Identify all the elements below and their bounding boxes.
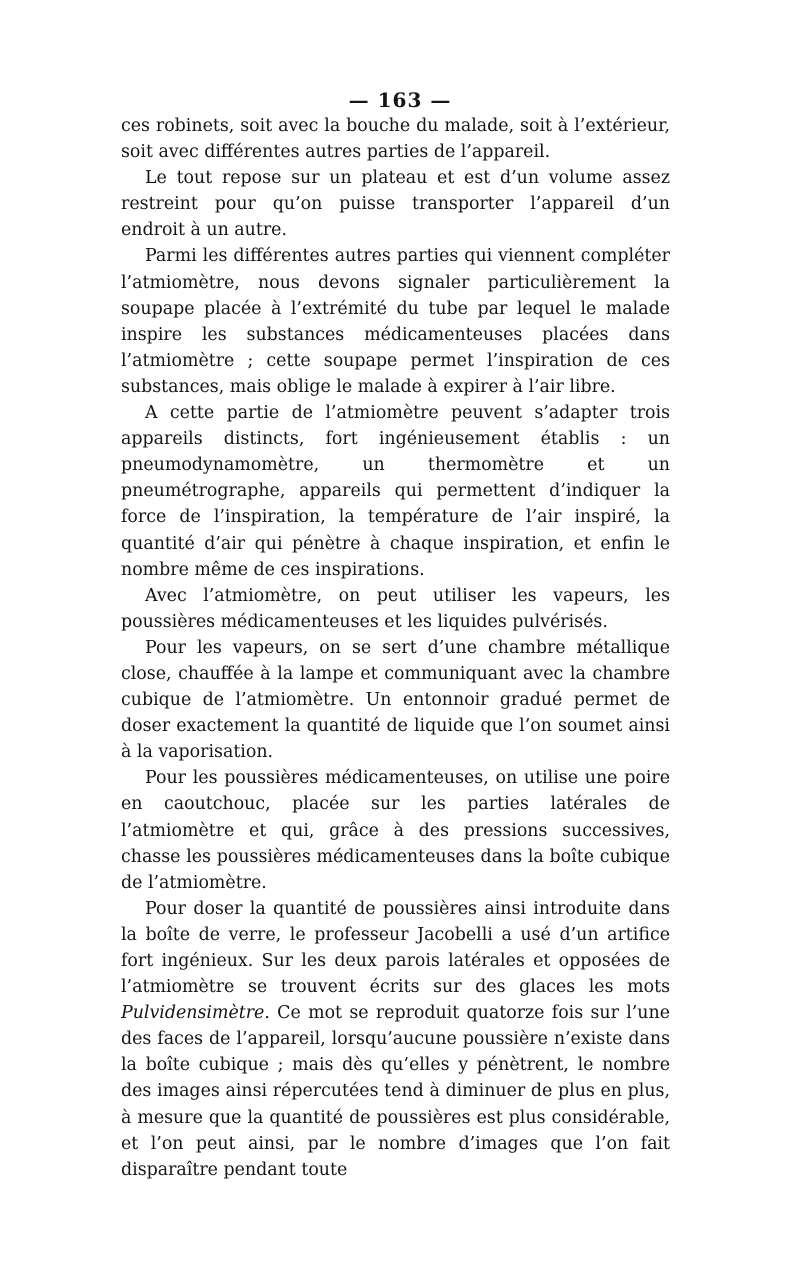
paragraph-text: Pour les vapeurs, on se sert d’une chambre métallique close, chauffée à la lampe et communiquant avec la chambre cubique de l’atmiomètre. Un entonnoir gradué permet de doser exactement la quantité de liquide que l’on soumet ainsi à la vaporisation. — [121, 637, 670, 763]
paragraph — [121, 896, 670, 1183]
paragraph-text: Le tout repose sur un plateau et est d’un volume assez restreint pour qu’on puisse transporter l’appareil d’un endroit à un autre. — [121, 168, 670, 241]
paragraph — [121, 113, 670, 165]
paragraph — [121, 765, 670, 895]
paragraph — [121, 583, 670, 635]
paragraph-text: ces robinets, soit avec la bouche du malade, soit à l’extérieur, soit avec différentes autres parties de l’appareil. — [121, 116, 670, 163]
italic-term: Pulvidensimètre — [121, 1003, 265, 1024]
paragraph — [121, 635, 670, 765]
body-text — [121, 113, 670, 1183]
paragraph-text: . Ce mot se reproduit quatorze fois sur l’une des faces de l’appareil, lorsqu’aucune poussière n’existe dans la boîte cubique ; mais dès qu’elles y pénètrent, le nombre des images ainsi répercutées tend à diminuer de plus en plus, à mesure que la quantité de poussières est plus considérable, et l’on peut ainsi, par le nombre d’images que l’on fait disparaître pendant toute — [121, 1003, 670, 1180]
paragraph-text: A cette partie de l’atmiomètre peuvent s’adapter trois appareils distincts, fort ingénieusement établis : un pneumodynamomètre, un thermomètre et un pneumétrographe, appareils qui permettent d’indiquer la force de l’inspiration, la température de l’air inspiré, la quantité d’air qui pénètre à chaque inspiration, et enfin le nombre même de ces inspirations. — [121, 403, 670, 580]
paragraph — [121, 243, 670, 400]
paragraph-text: Avec l’atmiomètre, on peut utiliser les vapeurs, les poussières médicamenteuses et les liquides pulvérisés. — [121, 585, 670, 632]
paragraph — [121, 400, 670, 583]
paragraph — [121, 165, 670, 243]
page-number: — 163 — — [348, 88, 452, 112]
paragraph-text: Parmi les différentes autres parties qui viennent compléter l’atmiomètre, nous devons signaler particulièrement la soupape placée à l’extrémité du tube par lequel le malade inspire les substances médicamenteuses placées dans l’atmiomètre ; cette soupape permet l’inspiration de ces substances, mais oblige le malade à expirer à l’air libre. — [121, 246, 670, 397]
paragraph-text: Pour doser la quantité de poussières ainsi introduite dans la boîte de verre, le professeur Jacobelli a usé d’un artifice fort ingénieux. Sur les deux parois latérales et opposées de l’atmiomètre se trouvent écrits sur des glaces les mots — [121, 898, 670, 998]
paragraph-text: Pour les poussières médicamenteuses, on utilise une poire en caoutchouc, placée sur les parties latérales de l’atmiomètre et qui, grâce à des pressions successives, chasse les poussières médicamenteuses dans la boîte cubique de l’atmiomètre. — [121, 768, 670, 893]
